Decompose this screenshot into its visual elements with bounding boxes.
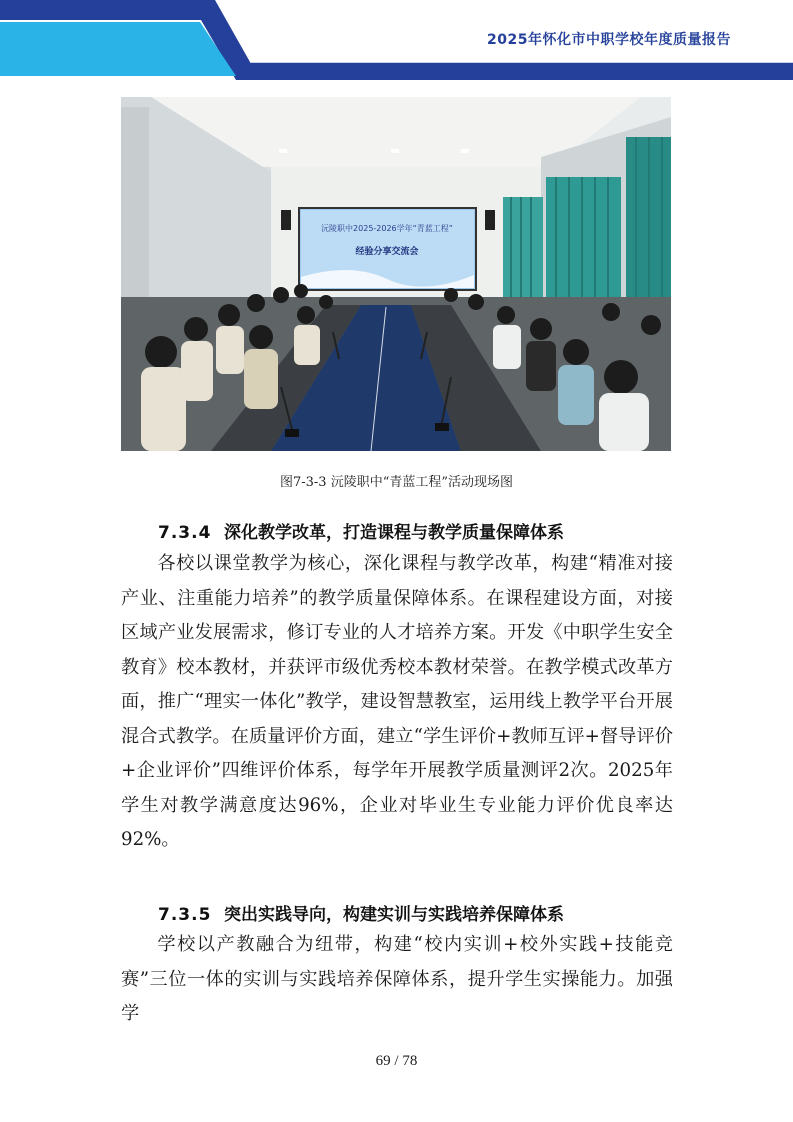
section-title: 突出实践导向，构建实训与实践培养保障体系 [224,905,564,925]
page-number: 69 / 78 [375,1053,418,1069]
section-number: 7.3.5 [158,905,212,925]
report-title: 2025年怀化市中职学校年度质量报告 [487,32,731,48]
page-header [0,0,793,80]
screen-text-line2: 经验分享交流会 [355,247,419,257]
section-heading-735 [158,900,564,925]
section-paragraph-734: 各校以课堂教学为核心，深化课程与教学改革，构建“精准对接产业、注重能力培养”的教学质量保障体系。在课程建设方面，对接区域产业发展需求，修订专业的人才培养方案。开发《中职学生安全教育》校本教材，并获评市级优秀校本教材荣誉。在教学模式改革方面，推广“理实一体化”教学，建设智慧教室，运用线上教学平台开展混合式教学。在质量评价方面，建立“学生评价+教师互评+督导评价+企业评价”四维评价体系，每学年开展教学质量测评2次。2025年学生对教学满意度达96%，企业对毕业生专业能力评价优良率达92%。 [121,553,673,850]
section-title: 深化教学改革，打造课程与教学质量保障体系 [224,523,564,543]
meeting-photo [121,97,671,451]
section-number: 7.3.4 [158,523,212,543]
section-paragraph-735: 学校以产教融合为纽带，构建“校内实训+校外实践+技能竞赛”三位一体的实训与实践培养保障体系，提升学生实操能力。加强学 [121,934,673,1024]
figure-caption: 图7-3-3 沅陵职中“青蓝工程”活动现场图 [279,475,514,490]
screen-text-line1: 沅陵职中2025-2026学年“青蓝工程” [321,224,453,233]
section-heading-734 [158,518,564,543]
